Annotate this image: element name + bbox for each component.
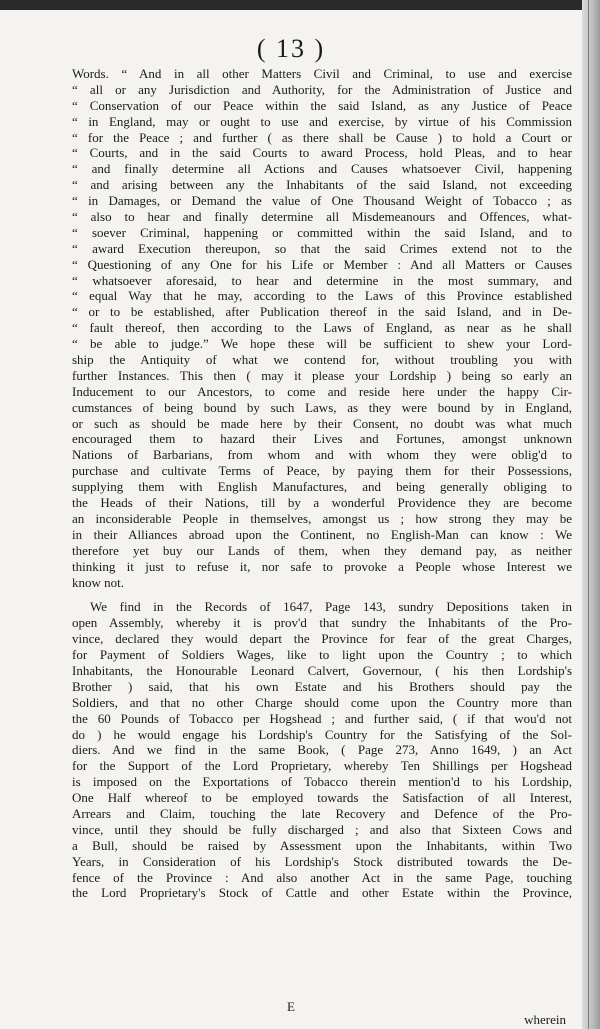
text-line: “ Conservation of our Peace within the said Island, as any Justice of Peace bbox=[72, 97, 572, 113]
paragraph-1 bbox=[72, 66, 572, 590]
catchword: wherein bbox=[524, 1012, 566, 1027]
text-line: “ all or any Jurisdiction and Authority, for the Administration of Justice and bbox=[72, 81, 572, 97]
text-line: “ whatsoever aforesaid, to hear and determine in the most summary, and bbox=[72, 272, 572, 288]
text-line: encouraged them to hazard their Lives and Fortunes, amongst unknown bbox=[72, 431, 572, 447]
text-line: know not. bbox=[72, 574, 124, 590]
text-line: the Heads of their Nations, till by a wonderful Providence they are become bbox=[72, 495, 572, 511]
text-line: is imposed on the Exportations of Tobacco therein mention'd to his Lordship, bbox=[72, 774, 572, 790]
text-line: Brother ) said, that his own Estate and his Brothers should pay the bbox=[72, 678, 572, 694]
text-line: We find in the Records of 1647, Page 143, sundry Depositions taken in bbox=[90, 599, 572, 615]
text-line: Years, in Consideration of his Lordship's Stock distributed towards the De- bbox=[72, 853, 572, 869]
text-line: vince, declared they would depart the Province for fear of the great Charges, bbox=[72, 631, 572, 647]
text-line: Arrears and Claim, touching the late Recovery and Defence of the Pro- bbox=[72, 805, 572, 821]
text-line: “ also to hear and finally determine all Misdemeanours and Offences, what- bbox=[72, 209, 572, 225]
text-line: do ) he would engage his Lordship's Country for the Satisfying of the Sol- bbox=[72, 726, 572, 742]
text-line: “ for the Peace ; and further ( as there shall be Cause ) to hold a Court or bbox=[72, 129, 572, 145]
text-line: the Lord Proprietary's Stock of Cattle and other Estate within the Province, bbox=[72, 885, 572, 901]
text-line: Nations of Barbarians, from whom and with whom they were oblig'd to bbox=[72, 447, 572, 463]
text-line: Inhabitants, the Honourable Leonard Calvert, Governour, ( his then Lordship's bbox=[72, 662, 572, 678]
text-line: “ Questioning of any One for his Life or Member : And all Matters or Causes bbox=[72, 256, 572, 272]
text-line: for Payment of Soldiers Wages, like to light upon the Country ; to which bbox=[72, 647, 572, 663]
text-line: “ be able to judge.” We hope these will be sufficient to shew your Lord- bbox=[72, 336, 572, 352]
text-line: vince, until they should be fully discharged ; and also that Sixteen Cows and bbox=[72, 821, 572, 837]
text-line: cumstances of being bound by such Laws, as they were bound by in England, bbox=[72, 399, 572, 415]
page-number: ( 13 ) bbox=[256, 34, 326, 63]
paragraph-gap bbox=[72, 590, 572, 599]
paragraph-2 bbox=[72, 599, 572, 901]
text-line: “ equal Way that he may, according to the Laws of this Province established bbox=[72, 288, 572, 304]
text-line: an inconsiderable People in themselves, amongst us ; how strong they may be bbox=[72, 510, 572, 526]
text-line: purchase and cultivate Terms of Peace, by paying them for their Possessions, bbox=[72, 463, 572, 479]
text-line: fence of the Province : And also another Act in the same Page, touching bbox=[72, 869, 572, 885]
text-line: “ soever Criminal, happening or committed within the said Island, and to bbox=[72, 224, 572, 240]
text-line: a Bull, should be raised by Assessment upon the Inhabitants, within Two bbox=[72, 837, 572, 853]
text-line: supplying them with English Manufactures, and being generally obliging to bbox=[72, 479, 572, 495]
text-line: “ and finally determine all Actions and Causes whatsoever Civil, happening bbox=[72, 161, 572, 177]
text-line: “ in Damages, or Demand the value of One Thousand Weight of Tobacco ; as bbox=[72, 193, 572, 209]
text-line: “ or to be established, after Publication thereof in the said Island, and in De- bbox=[72, 304, 572, 320]
text-line: ship the Antiquity of what we contend for, without troubling you with bbox=[72, 352, 572, 368]
text-line: “ Courts, and in the said Courts to award Process, hold Pleas, and to hear bbox=[72, 145, 572, 161]
text-line: “ fault thereof, then according to the Laws of England, as near as he shall bbox=[72, 320, 572, 336]
text-line: open Assembly, whereby it is prov'd that sundry the Inhabitants of the Pro- bbox=[72, 615, 572, 631]
text-line: or such as should be made here by their Consent, no doubt was what much bbox=[72, 415, 572, 431]
text-line: in their Alliances abroad upon the Continent, no English-Man can know : We bbox=[72, 526, 572, 542]
signature-mark: E bbox=[287, 999, 295, 1014]
text-line: Soldiers, and that no other Charge should come upon the Country more than bbox=[72, 694, 572, 710]
text-line: One Half whereof to be employed towards the Satisfaction of all Interest, bbox=[72, 790, 572, 806]
text-line: therefore yet buy our Lands of them, when they demand pay, as neither bbox=[72, 542, 572, 558]
body-text bbox=[72, 66, 572, 901]
text-line: thinking it just to refuse it, nor safe to provoke a People whose Interest we bbox=[72, 558, 572, 574]
text-line: further Instances. This then ( may it please your Lordship ) being so early an bbox=[72, 367, 572, 383]
text-line: “ and arising between any the Inhabitants of the said Island, not exceeding bbox=[72, 177, 572, 193]
page-edge bbox=[582, 0, 600, 1029]
text-line: the 60 Pounds of Tobacco per Hogshead ; and further said, ( if that wou'd not bbox=[72, 710, 572, 726]
text-line: “ in England, may or ought to use and exercise, by virtue of his Commission bbox=[72, 113, 572, 129]
text-line: “ award Execution thereupon, so that the said Crimes extend not to the bbox=[72, 240, 572, 256]
text-line: Inducement to our Ancestors, to come and reside here under the happy Cir- bbox=[72, 383, 572, 399]
text-line: Words. “ And in all other Matters Civil and Criminal, to use and exercise bbox=[72, 66, 572, 81]
top-border bbox=[0, 0, 600, 10]
text-line: for the Support of the Lord Proprietary, whereby Ten Shillings per Hogshead bbox=[72, 758, 572, 774]
text-line: diers. And we find in the same Book, ( Page 273, Anno 1649, ) an Act bbox=[72, 742, 572, 758]
